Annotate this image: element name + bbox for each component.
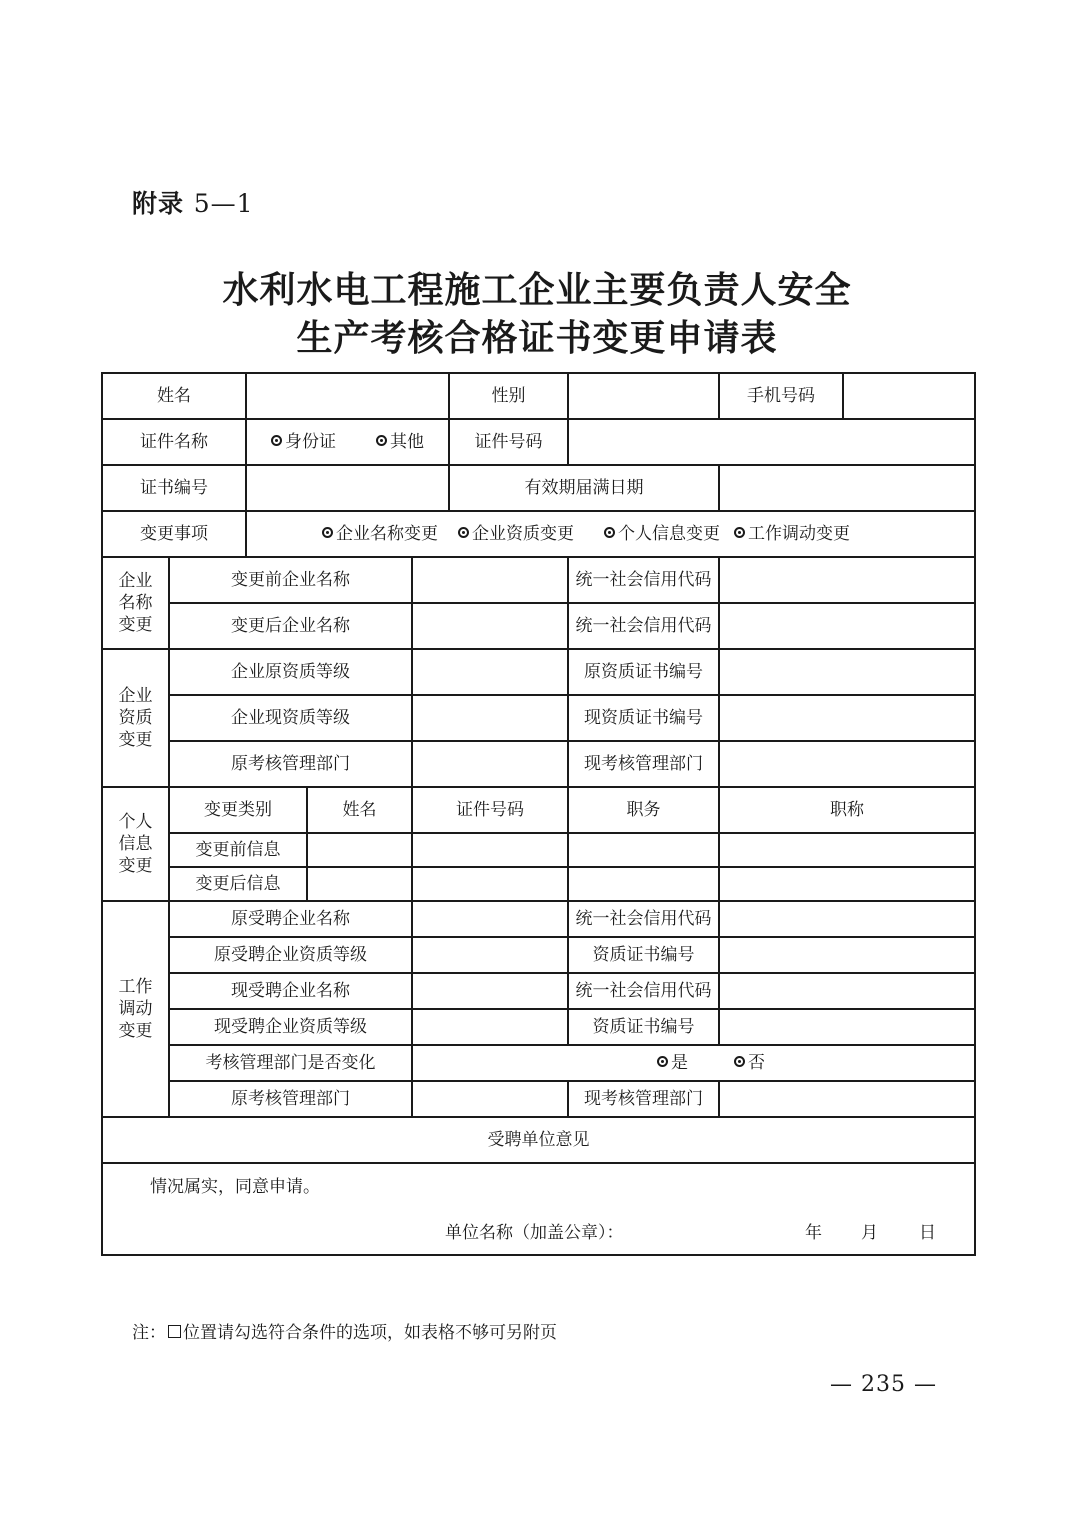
- input-before-name[interactable]: [307, 833, 412, 867]
- input-name[interactable]: [246, 373, 449, 419]
- label-gender: 性别: [449, 373, 568, 419]
- input-id-number[interactable]: [568, 419, 975, 465]
- appendix-label: 附录 5—1: [132, 189, 254, 218]
- radio-icon: [271, 435, 282, 446]
- label-transfer-orig-dept: 原考核管理部门: [169, 1081, 412, 1117]
- label-orig-company: 原受聘企业名称: [169, 901, 412, 937]
- input-cert-number[interactable]: [246, 465, 449, 511]
- input-orig-cert-no[interactable]: [719, 937, 975, 973]
- radio-icon: [458, 527, 469, 538]
- label-curr-level: 企业现资质等级: [169, 695, 412, 741]
- input-after-id[interactable]: [412, 867, 568, 901]
- radio-company-name-change[interactable]: 企业名称变更: [322, 523, 438, 545]
- label-curr-company: 现受聘企业名称: [169, 973, 412, 1009]
- input-curr-company-level[interactable]: [412, 1009, 568, 1045]
- label-cert-no: 资质证书编号: [568, 1009, 719, 1045]
- label-before-info: 变更前信息: [169, 833, 307, 867]
- header-name: 姓名: [307, 787, 412, 833]
- header-change-type: 变更类别: [169, 787, 307, 833]
- input-orig-credit-code[interactable]: [719, 901, 975, 937]
- footnote: 注： 位置请勾选符合条件的选项，如表格不够可另附页: [132, 1323, 557, 1343]
- input-after-position[interactable]: [568, 867, 719, 901]
- input-curr-company[interactable]: [412, 973, 568, 1009]
- label-credit-code: 统一社会信用代码: [568, 901, 719, 937]
- input-phone[interactable]: [843, 373, 975, 419]
- input-after-name[interactable]: [307, 867, 412, 901]
- date-day-label: 日: [919, 1223, 936, 1243]
- section-transfer: 工作 调动 变更: [102, 901, 169, 1117]
- radio-yes[interactable]: 是: [657, 1052, 688, 1074]
- id-type-options: [246, 419, 449, 465]
- input-orig-dept[interactable]: [412, 741, 568, 787]
- label-change-items: 变更事项: [102, 511, 246, 557]
- label-curr-cert: 现资质证书编号: [568, 695, 719, 741]
- input-transfer-orig-dept[interactable]: [412, 1081, 568, 1117]
- label-phone: 手机号码: [719, 373, 843, 419]
- input-transfer-curr-dept[interactable]: [719, 1081, 975, 1117]
- radio-no[interactable]: 否: [734, 1052, 765, 1074]
- label-transfer-curr-dept: 现考核管理部门: [568, 1081, 719, 1117]
- input-before-position[interactable]: [568, 833, 719, 867]
- label-credit-code: 统一社会信用代码: [568, 973, 719, 1009]
- change-item-options: [246, 511, 975, 557]
- form-title-line2: 生产考核合格证书变更申请表: [296, 317, 778, 359]
- label-orig-cert: 原资质证书编号: [568, 649, 719, 695]
- opinion-text: 情况属实，同意申请。: [150, 1177, 320, 1197]
- radio-job-transfer-change[interactable]: 工作调动变更: [734, 523, 850, 545]
- radio-personal-info-change[interactable]: 个人信息变更: [604, 523, 720, 545]
- input-curr-credit-code[interactable]: [719, 973, 975, 1009]
- opinion-sign-label: 单位名称（加盖公章）：: [445, 1223, 624, 1243]
- radio-qualification-change[interactable]: 企业资质变更: [458, 523, 574, 545]
- input-company-after[interactable]: [412, 603, 568, 649]
- input-gender[interactable]: [568, 373, 719, 419]
- section-personal-change: 个人 信息 变更: [102, 787, 169, 901]
- label-dept-changed: 考核管理部门是否变化: [169, 1045, 412, 1081]
- label-id-name: 证件名称: [102, 419, 246, 465]
- radio-icon: [657, 1056, 668, 1067]
- application-form-table: [101, 372, 976, 1256]
- input-before-id[interactable]: [412, 833, 568, 867]
- section-company-name-change: 企业 名称 变更: [102, 557, 169, 649]
- opinion-header: 受聘单位意见: [102, 1117, 975, 1163]
- input-orig-company-level[interactable]: [412, 937, 568, 973]
- header-position: 职务: [568, 787, 719, 833]
- radio-icon: [734, 1056, 745, 1067]
- radio-icon: [734, 527, 745, 538]
- radio-other[interactable]: 其他: [376, 431, 424, 453]
- label-orig-company-level: 原受聘企业资质等级: [169, 937, 412, 973]
- date-year-label: 年: [805, 1223, 822, 1243]
- label-orig-level: 企业原资质等级: [169, 649, 412, 695]
- radio-icon: [376, 435, 387, 446]
- input-after-title[interactable]: [719, 867, 975, 901]
- label-id-number: 证件号码: [449, 419, 568, 465]
- input-curr-cert-no[interactable]: [719, 1009, 975, 1045]
- input-before-title[interactable]: [719, 833, 975, 867]
- label-company-before: 变更前企业名称: [169, 557, 412, 603]
- label-curr-dept: 现考核管理部门: [568, 741, 719, 787]
- date-month-label: 月: [861, 1223, 878, 1243]
- input-credit-code-after[interactable]: [719, 603, 975, 649]
- label-name: 姓名: [102, 373, 246, 419]
- input-orig-cert[interactable]: [719, 649, 975, 695]
- radio-icon: [604, 527, 615, 538]
- input-orig-company[interactable]: [412, 901, 568, 937]
- input-company-before[interactable]: [412, 557, 568, 603]
- checkbox-icon: [168, 1325, 181, 1338]
- label-cert-no: 资质证书编号: [568, 937, 719, 973]
- dept-changed-options: [412, 1045, 975, 1081]
- input-credit-code-before[interactable]: [719, 557, 975, 603]
- input-curr-dept[interactable]: [719, 741, 975, 787]
- page-number: — 235 —: [830, 1372, 937, 1397]
- label-expiry: 有效期届满日期: [449, 465, 719, 511]
- header-id-number: 证件号码: [412, 787, 568, 833]
- opinion-box[interactable]: [102, 1163, 975, 1255]
- label-cert-number: 证书编号: [102, 465, 246, 511]
- label-curr-company-level: 现受聘企业资质等级: [169, 1009, 412, 1045]
- section-qualification-change: 企业 资质 变更: [102, 649, 169, 787]
- radio-icon: [322, 527, 333, 538]
- form-title-line1: 水利水电工程施工企业主要负责人安全: [222, 269, 852, 311]
- label-orig-dept: 原考核管理部门: [169, 741, 412, 787]
- input-curr-cert[interactable]: [719, 695, 975, 741]
- label-credit-code: 统一社会信用代码: [568, 557, 719, 603]
- header-title: 职称: [719, 787, 975, 833]
- input-orig-level[interactable]: [412, 649, 568, 695]
- label-credit-code: 统一社会信用代码: [568, 603, 719, 649]
- label-after-info: 变更后信息: [169, 867, 307, 901]
- label-company-after: 变更后企业名称: [169, 603, 412, 649]
- input-curr-level[interactable]: [412, 695, 568, 741]
- radio-id-card[interactable]: 身份证: [271, 431, 336, 453]
- input-expiry[interactable]: [719, 465, 975, 511]
